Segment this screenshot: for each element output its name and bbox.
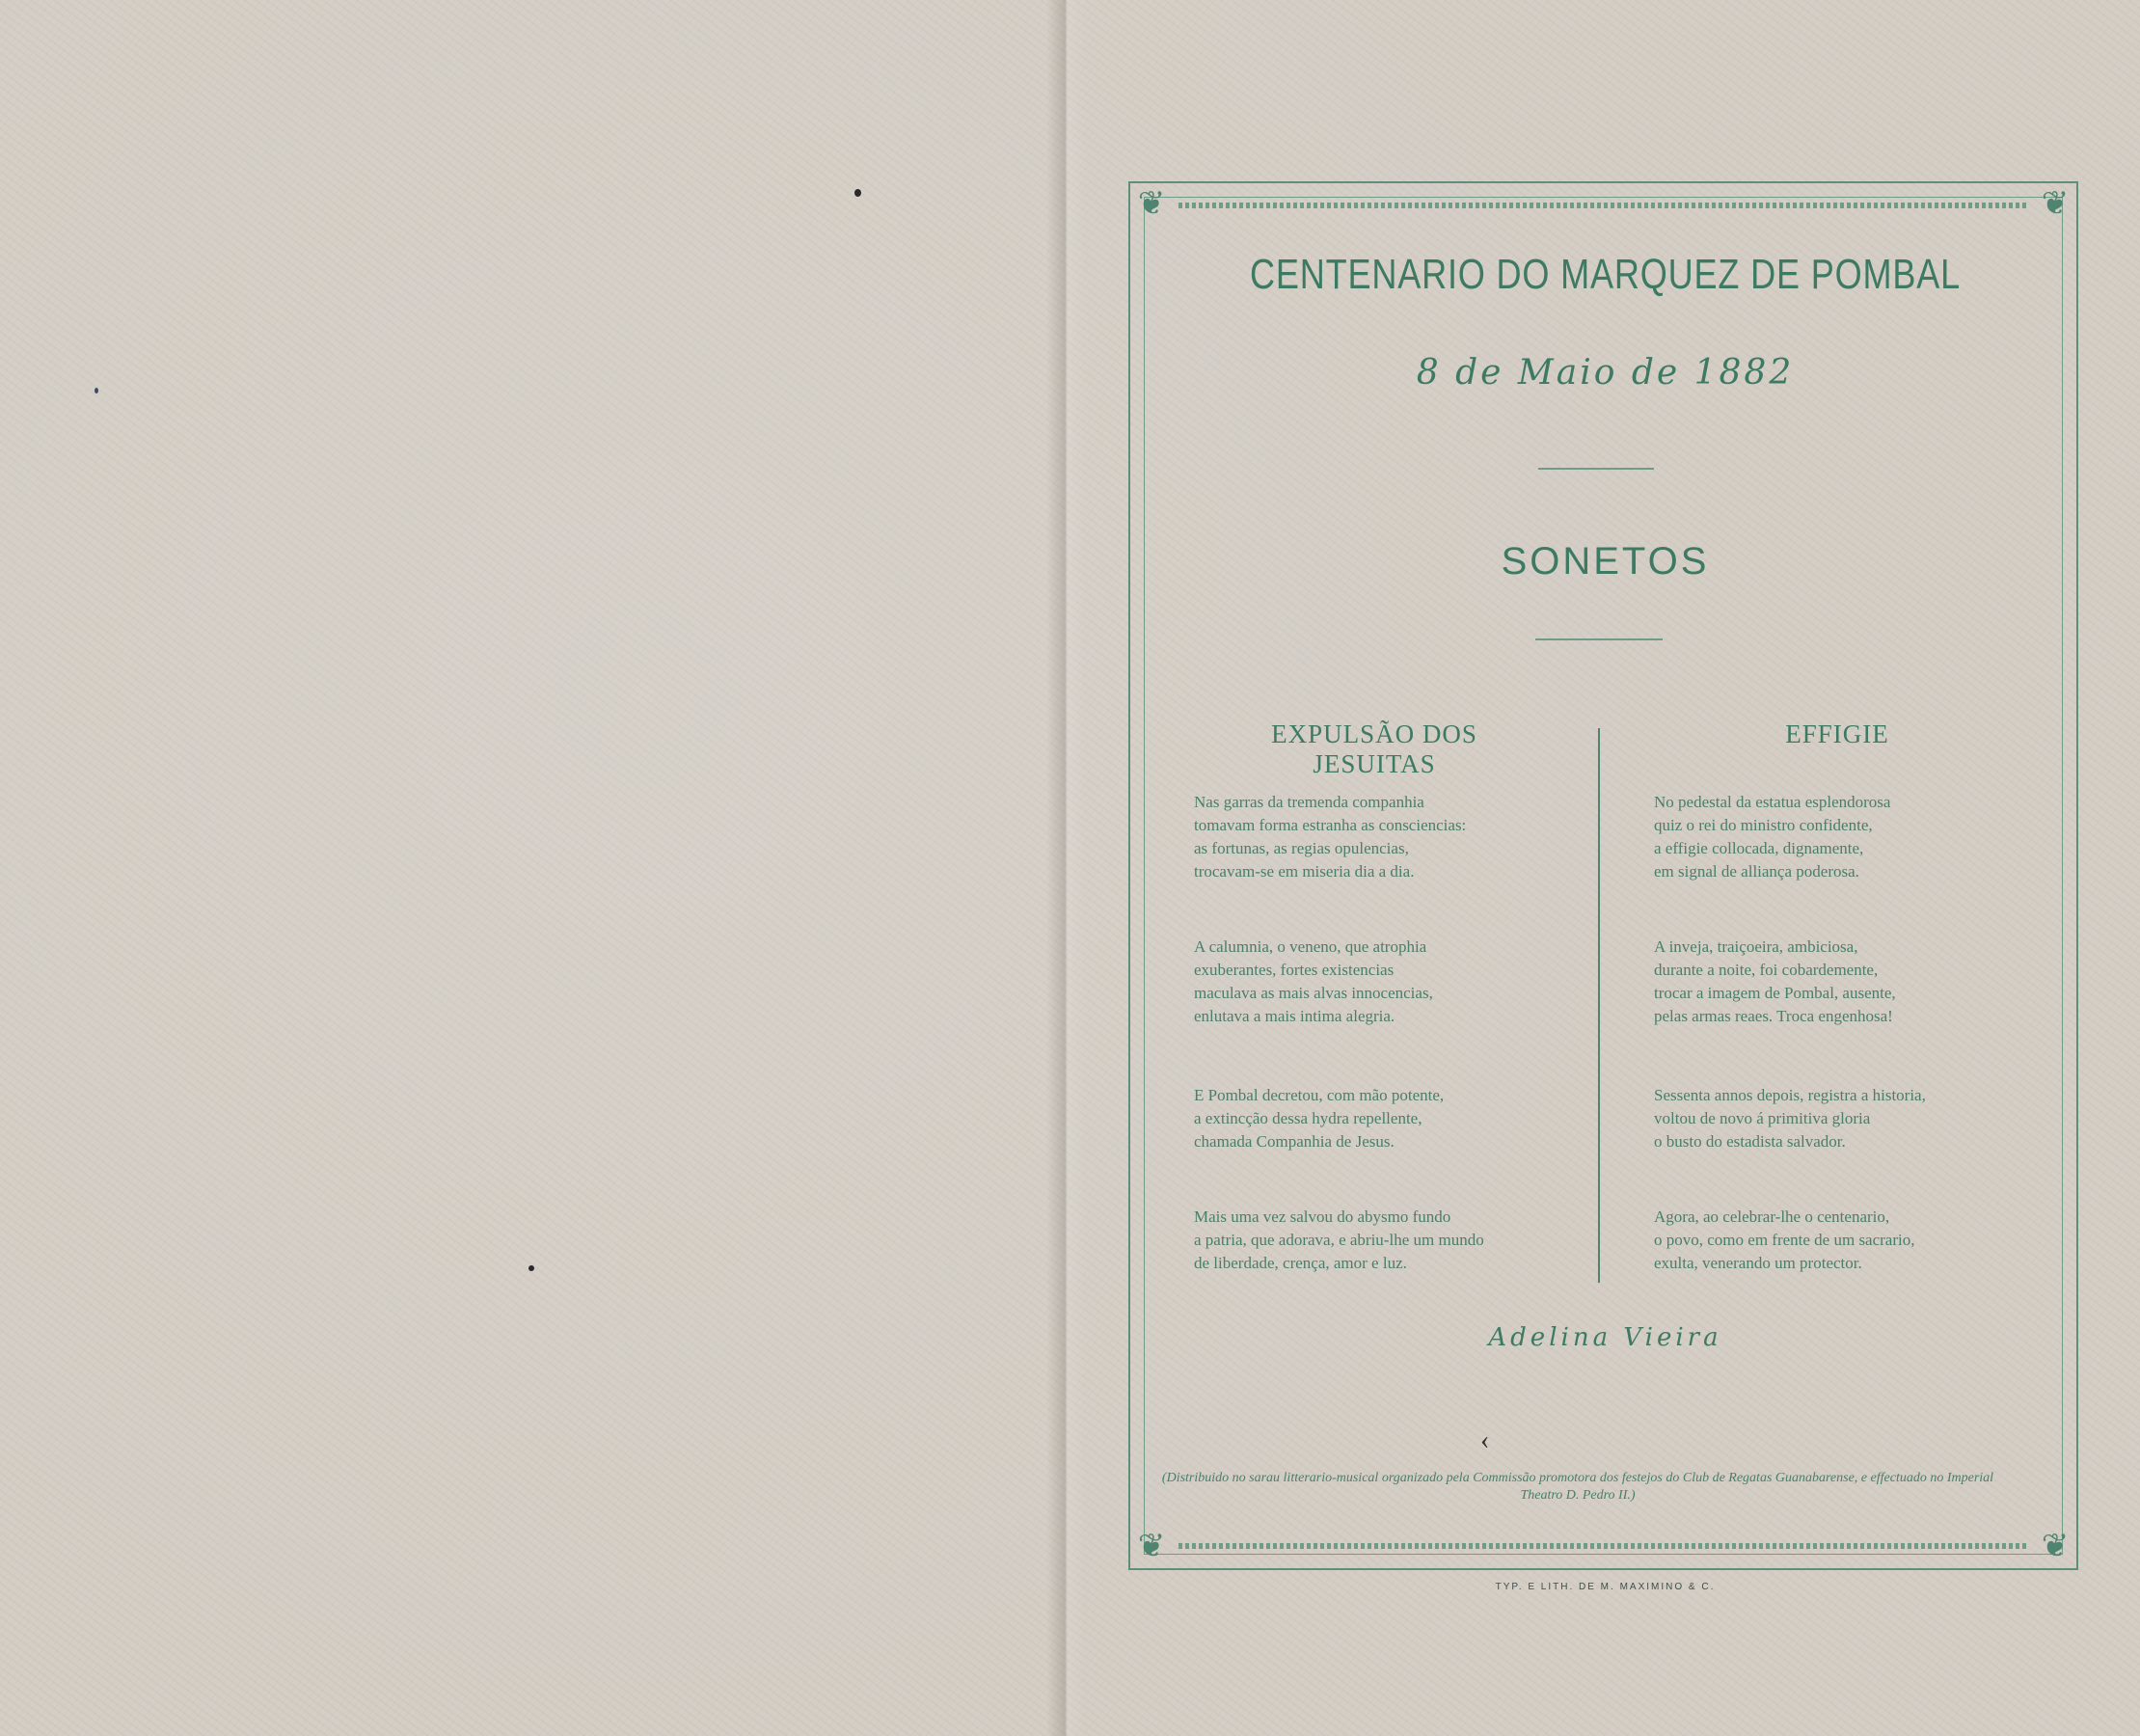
stanza — [1654, 1084, 1926, 1153]
corner-flourish-icon: ❦ — [2041, 1529, 2070, 1564]
verse-line: A calumnia, o veneno, que atrophia — [1194, 937, 1427, 956]
wave-border-bottom — [1178, 1543, 2028, 1549]
verse-line: tomavam forma estranha as consciencias: — [1194, 816, 1467, 834]
left-page-blank — [0, 0, 1061, 1736]
stanza — [1654, 791, 1890, 883]
verse-line: pelas armas reaes. Troca engenhosa! — [1654, 1007, 1893, 1025]
stanza — [1194, 1206, 1484, 1275]
corner-flourish-icon: ❦ — [1137, 1529, 1166, 1564]
column-divider — [1598, 728, 1600, 1283]
verse-line: exulta, venerando um protector. — [1654, 1254, 1862, 1272]
verse-line: voltou de novo á primitiva gloria — [1654, 1109, 1871, 1127]
verse-line: a patria, que adorava, e abriu-lhe um mundo — [1194, 1231, 1484, 1249]
stanza — [1194, 791, 1466, 883]
verse-line: as fortunas, as regias opulencias, — [1194, 839, 1409, 857]
verse-line: durante a noite, foi cobardemente, — [1654, 961, 1879, 979]
verse-line: trocar a imagem de Pombal, ausente, — [1654, 984, 1896, 1002]
verse-line: o busto do estadista salvador. — [1654, 1132, 1846, 1151]
wave-border-top — [1178, 203, 2028, 208]
right-page — [1070, 0, 2140, 1736]
verse-line: maculava as mais alvas innocencias, — [1194, 984, 1433, 1002]
ink-mark: ‹ — [1480, 1425, 1490, 1455]
ink-speck — [854, 189, 861, 197]
verse-line: E Pombal decretou, com mão potente, — [1194, 1086, 1445, 1104]
poem-title: EFFIGIE — [1785, 719, 1889, 748]
stanza — [1194, 1084, 1444, 1153]
stanza — [1654, 936, 1896, 1028]
document-date: 8 de Maio de 1882 — [1416, 353, 1795, 393]
divider-rule — [1538, 468, 1654, 470]
verse-line: A inveja, traiçoeira, ambiciosa, — [1654, 937, 1858, 956]
verse-line: Mais uma vez salvou do abysmo fundo — [1194, 1207, 1451, 1226]
corner-flourish-icon: ❦ — [2041, 186, 2070, 222]
printer-imprint: TYP. E LITH. DE M. MAXIMINO & C. — [1495, 1582, 1716, 1592]
verse-line: Sessenta annos depois, registra a historia, — [1654, 1086, 1926, 1104]
verse-line: o povo, como em frente de um sacrario, — [1654, 1231, 1915, 1249]
section-heading: SONETOS — [1501, 540, 1710, 583]
stanza — [1194, 936, 1433, 1028]
footnote: (Distribuido no sarau litterario-musical organizado pela Commissão promotora dos festejos do Club de Regatas Guanabarense, e effectuado no Imperial Theatro D. Pedro II.) — [1161, 1471, 1994, 1503]
verse-line: em signal de alliança poderosa. — [1654, 862, 1859, 881]
verse-line: a extincção dessa hydra repellente, — [1194, 1109, 1422, 1127]
verse-line: No pedestal da estatua esplendorosa — [1654, 793, 1891, 811]
verse-line: enlutava a mais intima alegria. — [1194, 1007, 1395, 1025]
author-signature: Adelina Vieira — [1488, 1323, 1722, 1352]
divider-rule — [1535, 638, 1663, 640]
ink-speck — [528, 1265, 534, 1271]
stanza — [1654, 1206, 1915, 1275]
ink-speck — [95, 388, 98, 393]
poem-title: EXPULSÃO DOS JESUITAS — [1271, 719, 1477, 778]
verse-line: quiz o rei do ministro confidente, — [1654, 816, 1873, 834]
verse-line: trocavam-se em miseria dia a dia. — [1194, 862, 1415, 881]
document-title: CENTENARIO DO MARQUEZ DE POMBAL — [1249, 251, 1962, 298]
corner-flourish-icon: ❦ — [1137, 186, 1166, 222]
verse-line: de liberdade, crença, amor e luz. — [1194, 1254, 1407, 1272]
verse-line: chamada Companhia de Jesus. — [1194, 1132, 1395, 1151]
verse-line: Agora, ao celebrar-lhe o centenario, — [1654, 1207, 1890, 1226]
verse-line: a effigie collocada, dignamente, — [1654, 839, 1864, 857]
verse-line: exuberantes, fortes existencias — [1194, 961, 1395, 979]
verse-line: Nas garras da tremenda companhia — [1194, 793, 1424, 811]
